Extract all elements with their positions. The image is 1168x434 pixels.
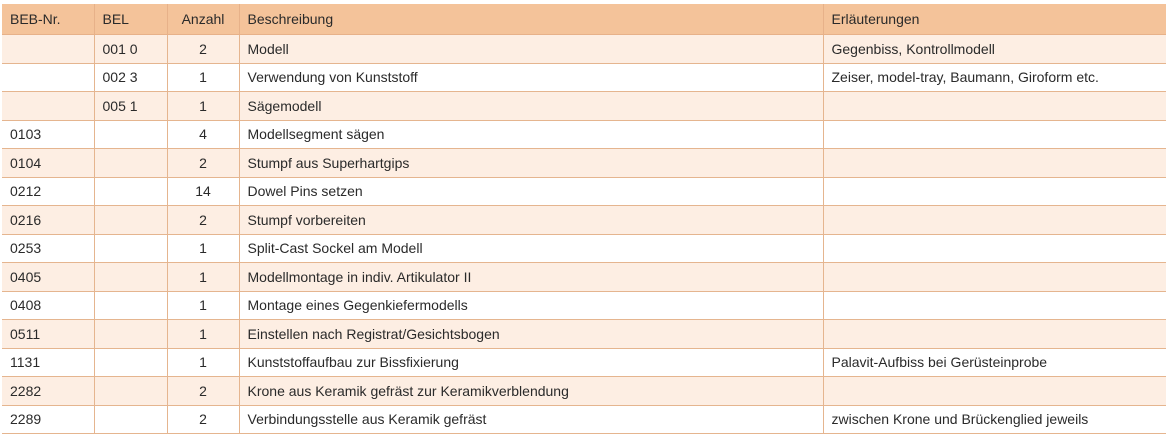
cell-anzahl: 1 (167, 92, 239, 121)
cell-erlaeuterungen (823, 291, 1166, 320)
table-row (2, 35, 1166, 64)
cell-bel: 002 3 (94, 63, 167, 92)
cell-beschreibung: Stumpf aus Superhartgips (239, 149, 823, 178)
cell-bel (94, 234, 167, 263)
cell-anzahl: 1 (167, 291, 239, 320)
cell-beb-nr: 1131 (2, 348, 94, 377)
cell-bel (94, 149, 167, 178)
cell-anzahl: 2 (167, 35, 239, 64)
table-container (2, 4, 1166, 434)
header-bel: BEL (94, 4, 167, 35)
cell-erlaeuterungen: Gegenbiss, Kontrollmodell (823, 35, 1166, 64)
cell-beb-nr: 0408 (2, 291, 94, 320)
cell-beb-nr: 0216 (2, 206, 94, 235)
cell-anzahl: 1 (167, 63, 239, 92)
header-beschreibung: Beschreibung (239, 4, 823, 35)
cell-beb-nr (2, 63, 94, 92)
cell-beschreibung: Stumpf vorbereiten (239, 206, 823, 235)
cell-beb-nr: 0511 (2, 320, 94, 349)
header-beb-nr: BEB-Nr. (2, 4, 94, 35)
cell-bel (94, 120, 167, 149)
cell-anzahl: 2 (167, 206, 239, 235)
cell-erlaeuterungen (823, 206, 1166, 235)
table-row (2, 92, 1166, 121)
cell-anzahl: 1 (167, 348, 239, 377)
cell-beb-nr (2, 92, 94, 121)
cell-bel (94, 177, 167, 206)
cell-anzahl: 4 (167, 120, 239, 149)
cell-erlaeuterungen (823, 177, 1166, 206)
table-row (2, 348, 1166, 377)
table-row (2, 377, 1166, 406)
cell-bel: 001 0 (94, 35, 167, 64)
cell-beb-nr: 0103 (2, 120, 94, 149)
cell-beb-nr (2, 35, 94, 64)
cell-erlaeuterungen (823, 149, 1166, 178)
cell-bel (94, 377, 167, 406)
cell-beschreibung: Sägemodell (239, 92, 823, 121)
cell-erlaeuterungen (823, 377, 1166, 406)
cell-beb-nr: 0253 (2, 234, 94, 263)
table-row (2, 320, 1166, 349)
cell-beb-nr: 0212 (2, 177, 94, 206)
cell-anzahl: 2 (167, 377, 239, 406)
cell-erlaeuterungen (823, 120, 1166, 149)
header-anzahl: Anzahl (167, 4, 239, 35)
table-row (2, 177, 1166, 206)
table-row (2, 405, 1166, 434)
cell-beschreibung: Kunststoffaufbau zur Bissfixierung (239, 348, 823, 377)
cell-beschreibung: Einstellen nach Registrat/Gesichtsbogen (239, 320, 823, 349)
cell-beb-nr: 0405 (2, 263, 94, 292)
cell-anzahl: 1 (167, 263, 239, 292)
cell-beb-nr: 0104 (2, 149, 94, 178)
cell-beschreibung: Split-Cast Sockel am Modell (239, 234, 823, 263)
cell-beschreibung: Montage eines Gegenkiefermodells (239, 291, 823, 320)
cell-beschreibung: Modell (239, 35, 823, 64)
cell-bel: 005 1 (94, 92, 167, 121)
cell-erlaeuterungen (823, 263, 1166, 292)
table-body (2, 35, 1166, 434)
table-header (2, 4, 1166, 35)
billing-table (2, 4, 1166, 434)
cell-beschreibung: Modellsegment sägen (239, 120, 823, 149)
table-row (2, 291, 1166, 320)
cell-bel (94, 405, 167, 434)
cell-beschreibung: Krone aus Keramik gefräst zur Keramikverblendung (239, 377, 823, 406)
cell-bel (94, 263, 167, 292)
cell-beb-nr: 2282 (2, 377, 94, 406)
cell-anzahl: 1 (167, 234, 239, 263)
table-row (2, 263, 1166, 292)
cell-bel (94, 320, 167, 349)
cell-bel (94, 348, 167, 377)
cell-beschreibung: Verwendung von Kunststoff (239, 63, 823, 92)
cell-beb-nr: 2289 (2, 405, 94, 434)
table-row (2, 120, 1166, 149)
cell-erlaeuterungen (823, 92, 1166, 121)
cell-erlaeuterungen: Zeiser, model-tray, Baumann, Giroform etc. (823, 63, 1166, 92)
cell-anzahl: 1 (167, 320, 239, 349)
cell-anzahl: 2 (167, 149, 239, 178)
table-row (2, 234, 1166, 263)
table-row (2, 149, 1166, 178)
cell-anzahl: 2 (167, 405, 239, 434)
cell-beschreibung: Dowel Pins setzen (239, 177, 823, 206)
table-row (2, 63, 1166, 92)
table-row (2, 206, 1166, 235)
cell-beschreibung: Modellmontage in indiv. Artikulator II (239, 263, 823, 292)
cell-erlaeuterungen: Palavit-Aufbiss bei Gerüsteinprobe (823, 348, 1166, 377)
cell-bel (94, 206, 167, 235)
cell-erlaeuterungen (823, 320, 1166, 349)
cell-erlaeuterungen (823, 234, 1166, 263)
header-row (2, 4, 1166, 35)
header-erlaeuterungen: Erläuterungen (823, 4, 1166, 35)
cell-bel (94, 291, 167, 320)
cell-beschreibung: Verbindungsstelle aus Keramik gefräst (239, 405, 823, 434)
cell-erlaeuterungen: zwischen Krone und Brückenglied jeweils (823, 405, 1166, 434)
cell-anzahl: 14 (167, 177, 239, 206)
